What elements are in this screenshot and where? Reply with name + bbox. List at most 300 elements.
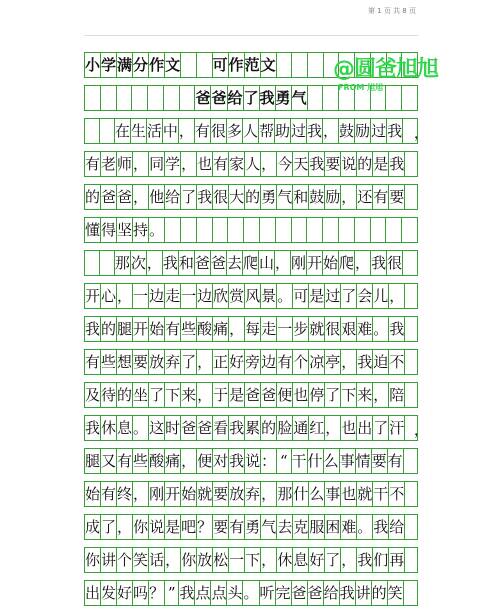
overflow-punctuation: ，	[414, 423, 428, 439]
grid-cell: 人	[245, 152, 261, 176]
grid-cell: 始	[181, 482, 197, 506]
grid-cell: 爸	[308, 581, 324, 605]
grid-cell: 过	[371, 119, 387, 143]
grid-cell: 我	[85, 416, 101, 440]
grid-cell: 出	[85, 581, 101, 605]
grid-cell: 一	[133, 284, 149, 308]
grid-row	[84, 316, 418, 342]
grid-cell: 些	[181, 317, 197, 341]
grid-cell: 持	[133, 218, 149, 242]
grid-cell: 过	[291, 119, 307, 143]
grid-cell: 爸	[261, 383, 277, 407]
grid-row	[84, 415, 428, 441]
grid-cell: 边	[149, 284, 165, 308]
grid-cell: 成	[85, 515, 101, 539]
grid-cell: 。	[357, 515, 373, 539]
grid-cell: 助	[275, 119, 291, 143]
grid-cell: 休	[277, 548, 293, 572]
grid-cell: 爸	[101, 185, 117, 209]
grid-cell: 一	[277, 317, 293, 341]
grid-cell: ，	[165, 548, 181, 572]
grid-cell: 家	[229, 152, 245, 176]
grid-cell: 我	[357, 350, 373, 374]
grid-cell: 爬	[339, 251, 355, 275]
grid-cell	[371, 218, 387, 242]
grid-cell	[101, 86, 117, 110]
grid-cell	[165, 218, 181, 242]
grid-cell: 坐	[133, 383, 149, 407]
grid-cell: 来	[181, 383, 197, 407]
grid-cell: 。	[277, 284, 293, 308]
grid-cell: ，	[197, 350, 213, 374]
grid-cell: 和	[293, 185, 309, 209]
grid-cell: 休	[101, 416, 117, 440]
grid-cell: ，	[261, 548, 277, 572]
grid-cell: 讲	[356, 581, 372, 605]
grid-cell: 一	[229, 548, 245, 572]
grid-cell: 始	[149, 317, 165, 341]
grid-cell: ，	[133, 482, 149, 506]
grid-cell: ，	[133, 152, 149, 176]
grid-cell: 范	[245, 53, 261, 77]
grid-cell: 腿	[85, 449, 101, 473]
grid-cell: 坚	[117, 218, 133, 242]
grid-cell: 也	[341, 482, 357, 506]
grid-cell: 我	[373, 515, 389, 539]
grid-cell: 会	[357, 284, 373, 308]
grid-cell	[197, 53, 213, 77]
grid-cell: 开	[165, 482, 181, 506]
grid-cell: 老	[101, 152, 117, 176]
grid-cell: 中	[163, 119, 179, 143]
grid-cell: 作	[229, 53, 245, 77]
grid-cell: 事	[340, 449, 356, 473]
grid-cell: 小	[85, 53, 101, 77]
grid-cell: 在	[115, 119, 131, 143]
grid-cell: 了	[149, 383, 165, 407]
grid-cell: 了	[244, 86, 260, 110]
grid-cell: 你	[133, 515, 149, 539]
grid-cell: 给	[324, 581, 340, 605]
grid-cell: 鼓	[309, 185, 325, 209]
grid-cell: 对	[213, 449, 229, 473]
grid-cell: 爸	[211, 86, 227, 110]
grid-cell: 爸	[292, 581, 308, 605]
grid-cell: 了	[325, 548, 341, 572]
grid-cell: 通	[293, 416, 309, 440]
grid-cell: 息	[293, 548, 309, 572]
grid-cell: 景	[261, 284, 277, 308]
grid-cell: 放	[197, 548, 213, 572]
composition-grid	[84, 52, 428, 613]
grid-cell: 下	[165, 383, 181, 407]
grid-cell: 还	[357, 185, 373, 209]
grid-cell: 始	[323, 251, 339, 275]
grid-cell: 弃	[245, 482, 261, 506]
grid-cell: 痛	[165, 449, 181, 473]
grid-cell: 风	[245, 284, 261, 308]
grid-cell	[181, 218, 197, 242]
grid-cell: ：	[261, 449, 277, 473]
grid-cell: 点	[195, 581, 211, 605]
grid-cell: 欣	[213, 284, 229, 308]
grid-cell: 师	[117, 152, 133, 176]
grid-cell: 懂	[85, 218, 101, 242]
grid-cell: 气	[261, 515, 277, 539]
grid-cell	[181, 53, 197, 77]
grid-cell: 我	[229, 416, 245, 440]
grid-cell	[405, 350, 418, 374]
grid-cell: 汗	[389, 416, 405, 440]
grid-cell: 的	[101, 317, 117, 341]
grid-cell	[277, 53, 293, 77]
grid-cell: 儿	[373, 284, 389, 308]
grid-cell: 松	[213, 548, 229, 572]
grid-cell: 了	[341, 284, 357, 308]
grid-cell: 今	[277, 152, 293, 176]
grid-cell: 不	[389, 482, 405, 506]
grid-cell: 个	[293, 350, 309, 374]
grid-cell: 完	[276, 581, 292, 605]
grid-cell: ，	[147, 251, 163, 275]
grid-cell: 同	[149, 152, 165, 176]
grid-cell: 于	[213, 383, 229, 407]
grid-cell: 爸	[195, 86, 211, 110]
grid-cell: 说	[245, 449, 261, 473]
grid-cell: 生	[131, 119, 147, 143]
grid-cell: 看	[213, 416, 229, 440]
grid-cell: 及	[85, 383, 101, 407]
grid-cell: 的	[372, 581, 388, 605]
grid-cell: 红	[309, 416, 325, 440]
grid-cell: 有	[101, 482, 117, 506]
grid-cell: 有	[388, 449, 404, 473]
grid-cell: ，	[341, 548, 357, 572]
grid-cell: 勇	[276, 86, 292, 110]
grid-cell: 鼓	[339, 119, 355, 143]
grid-cell	[402, 86, 418, 110]
grid-cell: 正	[213, 350, 229, 374]
grid-cell: 很	[387, 251, 403, 275]
grid-cell	[100, 251, 115, 275]
grid-cell: 我	[179, 581, 195, 605]
grid-cell: 天	[293, 152, 309, 176]
grid-cell: 爸	[117, 185, 133, 209]
grid-cell: ，	[133, 185, 149, 209]
grid-cell: 爸	[211, 251, 227, 275]
grid-cell: 很	[211, 119, 227, 143]
grid-cell: 我	[197, 185, 213, 209]
grid-cell: 了	[181, 350, 197, 374]
grid-cell: 作	[149, 53, 165, 77]
grid-cell: 痛	[213, 317, 229, 341]
grid-cell: 服	[309, 515, 325, 539]
grid-cell: 也	[341, 416, 357, 440]
grid-cell: 你	[181, 548, 197, 572]
grid-cell	[355, 218, 371, 242]
grid-cell: 我	[387, 119, 403, 143]
grid-cell	[292, 218, 308, 242]
grid-cell: 的	[261, 416, 277, 440]
grid-cell: 大	[229, 185, 245, 209]
grid-cell: 去	[277, 515, 293, 539]
grid-cell: 就	[357, 482, 373, 506]
grid-cell	[323, 86, 339, 110]
grid-cell: 下	[341, 383, 357, 407]
grid-cell: 么	[309, 482, 325, 506]
grid-cell	[403, 251, 418, 275]
grid-cell	[276, 218, 292, 242]
grid-cell: 一	[181, 284, 197, 308]
grid-cell: 想	[117, 350, 133, 374]
grid-cell: 说	[341, 152, 357, 176]
grid-cell	[386, 86, 402, 110]
grid-cell	[308, 53, 324, 77]
grid-row	[84, 349, 418, 375]
grid-cell: 亭	[325, 350, 341, 374]
grid-cell: ？	[197, 515, 213, 539]
grid-cell: 我	[389, 317, 405, 341]
grid-cell: 便	[197, 449, 213, 473]
grid-cell: 文	[261, 53, 277, 77]
grid-cell	[307, 218, 323, 242]
grid-cell: ，	[355, 251, 371, 275]
grid-cell	[405, 383, 418, 407]
grid-cell: 勇	[261, 185, 277, 209]
grid-cell	[85, 86, 101, 110]
grid-cell: 爸	[197, 416, 213, 440]
grid-cell	[323, 218, 339, 242]
grid-cell: 凉	[309, 350, 325, 374]
grid-cell: 腿	[117, 317, 133, 341]
grid-cell: 陪	[389, 383, 405, 407]
grid-cell: 点	[211, 581, 227, 605]
grid-cell: 酸	[197, 317, 213, 341]
grid-cell: ，	[117, 515, 133, 539]
grid-cell	[132, 86, 148, 110]
grid-cell: 心	[101, 284, 117, 308]
grid-cell: 听	[260, 581, 276, 605]
grid-cell: 始	[85, 482, 101, 506]
grid-cell: 爸	[195, 251, 211, 275]
grid-cell: 多	[227, 119, 243, 143]
grid-cell: 很	[325, 317, 341, 341]
page-indicator: 第 1 页 共 8 页	[367, 7, 416, 15]
grid-cell: 走	[261, 317, 277, 341]
grid-cell	[386, 218, 402, 242]
grid-cell: 。	[149, 218, 165, 242]
grid-cell	[405, 548, 418, 572]
grid-cell	[228, 218, 244, 242]
grid-cell	[405, 317, 418, 341]
grid-cell	[100, 119, 115, 143]
grid-cell: 些	[101, 350, 117, 374]
grid-cell: 脸	[277, 416, 293, 440]
grid-cell: 吗	[133, 581, 149, 605]
grid-cell	[180, 86, 196, 110]
grid-cell: 们	[373, 548, 389, 572]
grid-cell	[292, 53, 308, 77]
grid-cell: 笑	[388, 581, 404, 605]
grid-cell: 我	[229, 449, 245, 473]
grid-cell: 好	[229, 350, 245, 374]
grid-cell: 勇	[245, 515, 261, 539]
grid-cell: ，	[261, 152, 277, 176]
grid-cell	[405, 515, 418, 539]
grid-cell: 什	[308, 449, 324, 473]
grid-cell	[404, 581, 418, 605]
grid-cell: 他	[149, 185, 165, 209]
grid-cell: 有	[229, 515, 245, 539]
grid-cell: 和	[179, 251, 195, 275]
header-rule	[84, 35, 418, 36]
grid-cell: 了	[373, 416, 389, 440]
grid-cell	[260, 218, 276, 242]
grid-cell	[339, 218, 355, 242]
watermark-handle: @圆爸旭旭	[333, 57, 439, 82]
grid-cell: 给	[165, 185, 181, 209]
grid-cell: 有	[213, 152, 229, 176]
grid-cell	[117, 86, 133, 110]
grid-cell: 给	[228, 86, 244, 110]
grid-cell: 有	[165, 317, 181, 341]
grid-cell: 有	[117, 449, 133, 473]
grid-cell	[213, 218, 229, 242]
grid-cell: 是	[229, 383, 245, 407]
grid-cell: 也	[197, 152, 213, 176]
grid-cell: 放	[149, 350, 165, 374]
grid-cell: 什	[293, 482, 309, 506]
grid-cell: ，	[325, 416, 341, 440]
grid-cell: 要	[389, 185, 405, 209]
grid-cell: 爬	[243, 251, 259, 275]
grid-cell: 边	[261, 350, 277, 374]
grid-cell: 干	[373, 482, 389, 506]
grid-row	[84, 382, 418, 408]
grid-cell: 要	[372, 449, 388, 473]
grid-cell: 励	[355, 119, 371, 143]
grid-cell: 有	[85, 152, 101, 176]
grid-cell: 刚	[291, 251, 307, 275]
grid-cell	[405, 152, 418, 176]
grid-cell	[308, 86, 324, 110]
grid-cell: 情	[356, 449, 372, 473]
grid-cell: 酸	[149, 449, 165, 473]
grid-cell: 个	[117, 548, 133, 572]
grid-cell: 。	[243, 581, 259, 605]
grid-cell: 有	[195, 119, 211, 143]
grid-cell: 弃	[165, 350, 181, 374]
grid-cell: 了	[181, 185, 197, 209]
grid-cell	[85, 251, 100, 275]
grid-cell: ”	[165, 581, 179, 605]
grid-cell: 励	[325, 185, 341, 209]
grid-cell: 要	[213, 482, 229, 506]
grid-cell: ，	[181, 152, 197, 176]
grid-cell: 你	[85, 548, 101, 572]
grid-cell: 吧	[181, 515, 197, 539]
grid-cell: ？	[149, 581, 165, 605]
grid-cell: 干	[292, 449, 308, 473]
grid-cell: 开	[85, 284, 101, 308]
grid-cell: 有	[373, 185, 389, 209]
grid-cell: 终	[117, 482, 133, 506]
grid-cell: 又	[101, 449, 117, 473]
grid-cell: 每	[245, 317, 261, 341]
grid-cell: 难	[357, 317, 373, 341]
grid-cell: 活	[147, 119, 163, 143]
grid-cell: 那	[115, 251, 131, 275]
grid-cell: 好	[117, 581, 133, 605]
grid-cell: 好	[309, 548, 325, 572]
grid-cell: 是	[309, 284, 325, 308]
grid-cell: 帮	[259, 119, 275, 143]
grid-cell: 这	[149, 416, 165, 440]
grid-cell: 头	[227, 581, 243, 605]
grid-cell: 的	[357, 152, 373, 176]
grid-cell: 了	[101, 515, 117, 539]
grid-row	[84, 448, 418, 474]
grid-cell: ，	[341, 185, 357, 209]
grid-row	[84, 217, 418, 243]
grid-row	[84, 250, 418, 276]
grid-cell: 步	[293, 317, 309, 341]
grid-cell: 人	[243, 119, 259, 143]
grid-cell: 文	[165, 53, 181, 77]
grid-cell: 就	[309, 317, 325, 341]
grid-cell: 停	[309, 383, 325, 407]
grid-cell: 去	[227, 251, 243, 275]
grid-cell: 可	[293, 284, 309, 308]
grid-cell: 是	[373, 152, 389, 176]
overflow-punctuation: ，	[414, 126, 428, 142]
grid-cell: 很	[213, 185, 229, 209]
grid-cell: 来	[357, 383, 373, 407]
grid-row	[84, 514, 418, 540]
grid-cell: 我	[85, 317, 101, 341]
grid-cell: 的	[85, 185, 101, 209]
grid-cell: ，	[275, 251, 291, 275]
grid-cell: 刚	[149, 482, 165, 506]
grid-cell: 气	[277, 185, 293, 209]
grid-cell	[85, 119, 100, 143]
grid-cell	[402, 218, 418, 242]
grid-cell	[197, 218, 213, 242]
grid-cell: 得	[101, 218, 117, 242]
grid-cell: 就	[197, 482, 213, 506]
grid-cell: 分	[133, 53, 149, 77]
grid-cell: 山	[259, 251, 275, 275]
grid-row	[84, 118, 428, 144]
grid-cell: ，	[261, 482, 277, 506]
grid-cell: 要	[133, 350, 149, 374]
grid-cell	[404, 449, 418, 473]
grid-cell: “	[277, 449, 291, 473]
grid-cell: 便	[277, 383, 293, 407]
grid-cell: 下	[245, 548, 261, 572]
grid-cell: 我	[357, 548, 373, 572]
grid-cell: ，	[117, 284, 133, 308]
grid-cell: 息	[117, 416, 133, 440]
grid-cell: 。	[373, 317, 389, 341]
grid-cell: 了	[325, 383, 341, 407]
grid-cell: 爸	[181, 416, 197, 440]
grid-cell: 要	[213, 515, 229, 539]
grid-cell: 再	[389, 548, 405, 572]
grid-cell: ，	[323, 119, 339, 143]
grid-cell: 么	[324, 449, 340, 473]
grid-cell: 的	[245, 185, 261, 209]
